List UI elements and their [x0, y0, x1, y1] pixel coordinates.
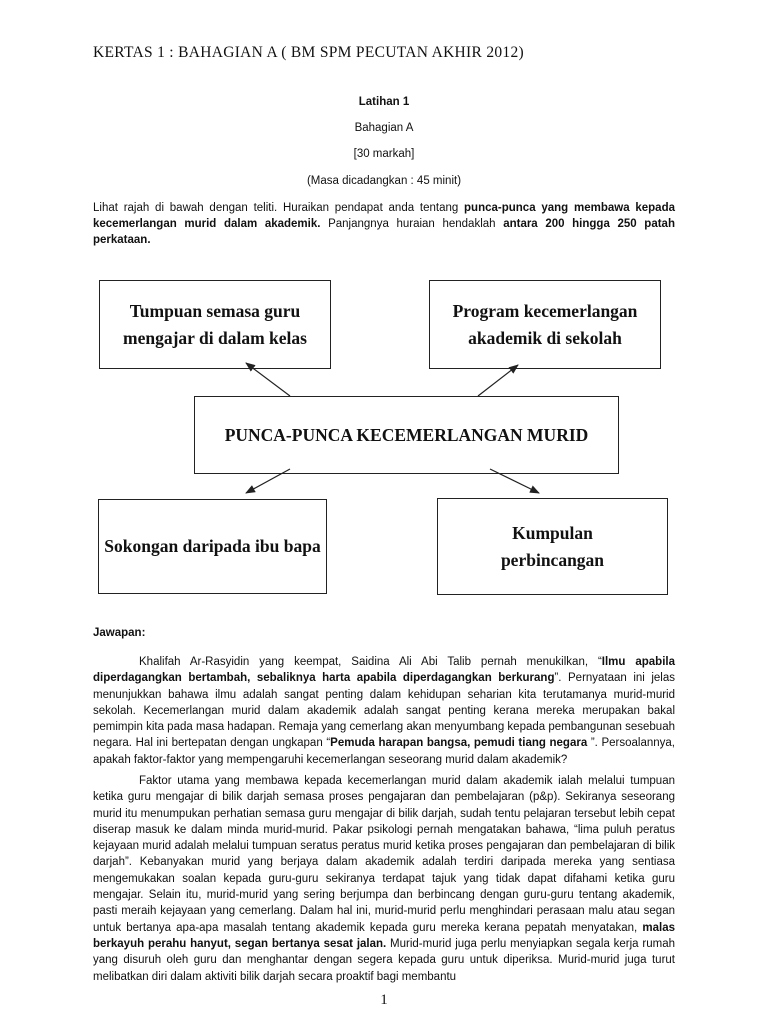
exercise-title: Latihan 1: [358, 96, 410, 108]
box-program-kecemerlangan: Program kecemerlangan akademik di sekolah: [429, 280, 661, 369]
answer-label: Jawapan:: [93, 627, 146, 639]
box-punca-kecemerlangan: PUNCA-PUNCA KECEMERLANGAN MURID: [194, 396, 619, 474]
box-kumpulan-perbincangan: Kumpulan perbincangan: [437, 498, 668, 595]
box-sokongan-ibu-bapa: Sokongan daripada ibu bapa: [98, 499, 327, 594]
answer-paragraph-1: Faktor utama yang membawa kepada kecemerlangan murid dalam akademik ialah melalui tumpuan ketika guru mengajar di bilik darjah semasa proses pengajaran dan pembelajaran (p&p). Sekiranya seseorang murid itu menumpukan perhatian semasa guru mengajar di bilik darjah, sudah tentu pelajaran tersebut lebih cepat diserap masuk ke dalam minda murid-murid. Pakar psikologi pernah mengatakan bahawa, “lima puluh peratus kejayaan murid adalah melalui tumpuan seratus peratus murid ketika proses pengajaran dan pembelajaran di bilik darjah”. Kebanyakan murid yang berjaya dalam akademik adalah terdiri daripada mereka yang sentiasa mengemukakan soalan kepada guru-guru sekiranya terdapat tajuk yang tidak dapat difahami ketika guru mengajar. Selain itu, murid-murid yang sering berjumpa dan berbincang dengan guru-guru tentang akademik, pasti meraih kejayaan yang cemerlang. Dalam hal ini, murid-murid perlu menghindari perasaan malu atau segan untuk bertanya apa-apa masalah tentang akademik kepada guru mereka kerana pepatah menyatakan, malas berkayuh perahu hanyut, segan bertanya sesat jalan. Murid-murid juga perlu menyiapkan segala kerja rumah yang disuruh oleh guru dan menghantar dengan segera kepada guru untuk diperiksa. Murid-murid juga turut melibatkan diri dalam aktiviti bilik darjah secara proaktif bagi membantu: [93, 775, 675, 983]
time-label: (Masa dicadangkan : 45 minit): [306, 175, 462, 187]
marks-label: [30 markah]: [353, 148, 415, 160]
page-number: 1: [380, 992, 388, 1008]
answer-paragraph-intro: Khalifah Ar-Rasyidin yang keempat, Saidina Ali Abi Talib pernah menukilkan, “Ilmu apabila diperdagangkan bertambah, sebaliknya harta apabila diperdagangkan berkurang”. Pernyataan ini jelas menunjukkan bahawa ilmu adalah sangat penting dalam kehidupan seharian kita terutamanya murid-murid sekolah. Kecemerlangan murid dalam akademik adalah sangat penting kerana mereka merupakan bakal pemimpin kita pada masa hadapan. Remaja yang cemerlang akan menyumbang kepada pembangunan sesebuah negara. Hal ini bertepatan dengan ungkapan “Pemuda harapan bangsa, pemudi tiang negara ”. Persoalannya, apakah faktor-faktor yang mempengaruhi kecemerlangan seseorang murid dalam akademik?: [93, 656, 675, 766]
page-header: KERTAS 1 : BAHAGIAN A ( BM SPM PECUTAN AKHIR 2012): [93, 44, 524, 61]
box-tumpuan-guru: Tumpuan semasa guru mengajar di dalam kelas: [99, 280, 331, 369]
arrow-to-top-right: [478, 365, 518, 396]
section-subtitle: Bahagian A: [354, 122, 414, 134]
instruction-paragraph: Lihat rajah di bawah dengan teliti. Huraikan pendapat anda tentang punca-punca yang membawa kepada kecemerlangan murid dalam akademik. Panjangnya huraian hendaklah antara 200 hingga 250 patah perkataan.: [93, 202, 675, 246]
